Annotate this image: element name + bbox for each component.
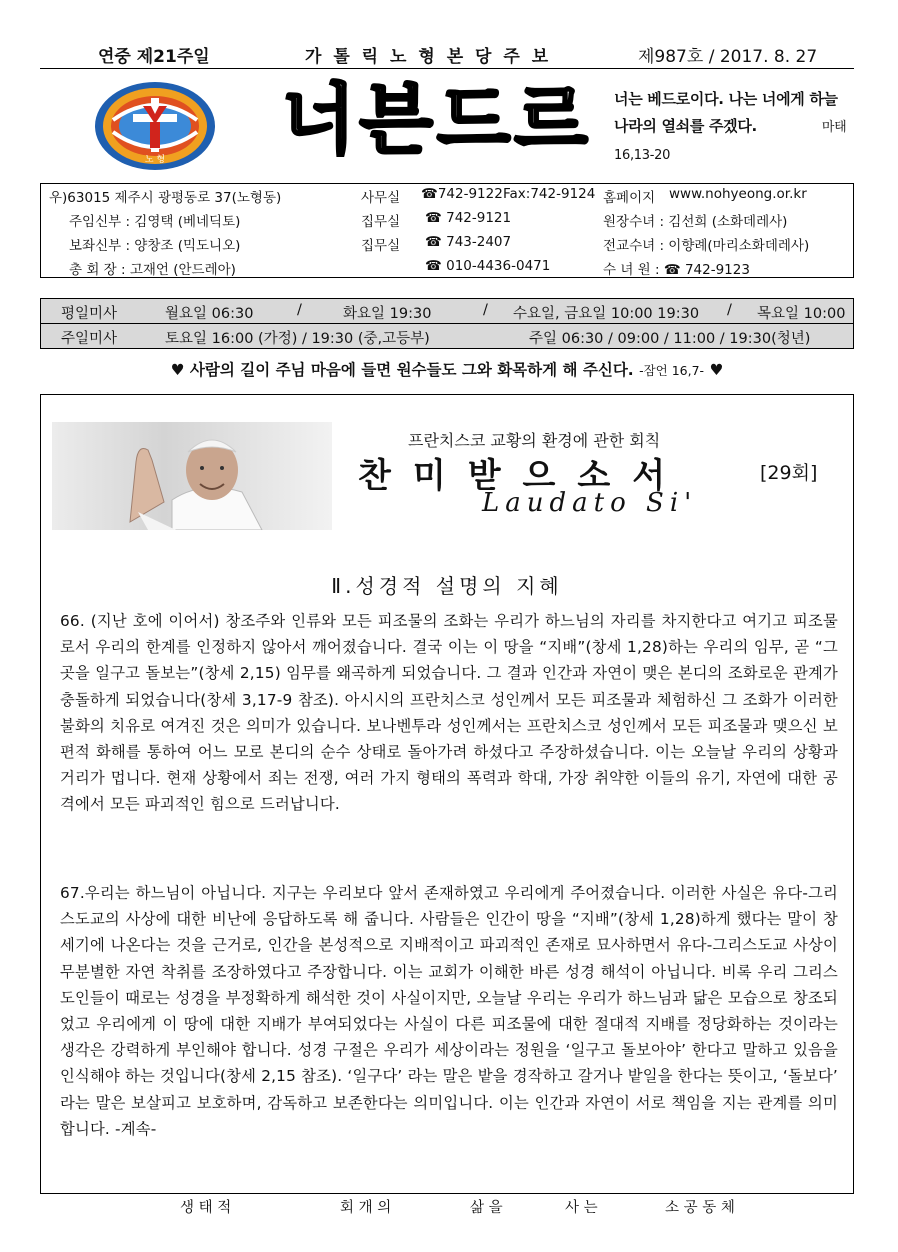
weekly-motto bbox=[40, 358, 854, 380]
contact-row-assistant bbox=[41, 232, 853, 254]
bulletin-name: 가 톨 릭 노 형 본 당 주 보 bbox=[305, 47, 552, 67]
mass-time: 화요일 19:30 bbox=[343, 306, 432, 322]
article-subtitle: 프란치스코 교황의 환경에 관한 회칙 bbox=[408, 431, 661, 450]
footer-word: 생 태 적 bbox=[180, 1200, 232, 1216]
weekday-mass-row bbox=[41, 299, 853, 324]
assistant-office-label: 집무실 bbox=[361, 238, 401, 254]
office-label: 사무실 bbox=[361, 190, 401, 206]
liturgical-day: 연중 제21주일 bbox=[98, 47, 210, 67]
superior-sister: 원장수녀 : 김선희 (소화데레사) bbox=[603, 214, 788, 230]
convent-phone: 수 녀 원 : ☎ 742-9123 bbox=[603, 262, 750, 278]
mission-sister: 전교수녀 : 이향례(마리소화데레사) bbox=[603, 238, 810, 254]
parish-logo-icon bbox=[93, 80, 217, 172]
pastor-office-phone: ☎ 742-9121 bbox=[425, 210, 512, 226]
assistant-office-phone: ☎ 743-2407 bbox=[425, 234, 512, 250]
mass-time: 주일 06:30 / 09:00 / 11:00 / 19:30(청년) bbox=[529, 331, 811, 347]
section-heading: Ⅱ.성경적 설명의 지혜 bbox=[331, 574, 563, 598]
sunday-mass-label: 주일미사 bbox=[61, 331, 118, 347]
gospel-quote bbox=[614, 86, 854, 169]
bulletin-masthead: 너븐드르 bbox=[282, 75, 592, 164]
separator: / bbox=[297, 302, 302, 318]
contact-row-address bbox=[41, 184, 853, 206]
mass-time: 월요일 06:30 bbox=[165, 306, 254, 322]
issue-number: 제987호 / 2017. 8. 27 bbox=[638, 47, 818, 67]
gospel-quote-ref: 마태 16,13-20 bbox=[614, 120, 847, 163]
president-phone: ☎ 010-4436-0471 bbox=[425, 258, 551, 274]
address: 우)63015 제주시 광평동로 37(노형동) bbox=[49, 190, 282, 206]
mass-time: 토요일 16:00 (가정) / 19:30 (중,고등부) bbox=[165, 331, 430, 347]
homepage-label: 홈페이지 bbox=[603, 190, 656, 206]
homepage-link[interactable]: www.nohyeong.or.kr bbox=[669, 186, 807, 202]
motto-text: 사람의 길이 주님 마음에 들면 원수들도 그와 화목하게 해 주신다. bbox=[189, 361, 634, 379]
heart-icon: ♥ bbox=[170, 361, 185, 379]
header-bar bbox=[40, 42, 854, 66]
article-latin-title: Laudato Si' bbox=[482, 488, 698, 518]
mass-schedule bbox=[40, 298, 854, 349]
pastor: 주임신부 : 김영택 (베네딕토) bbox=[69, 214, 241, 230]
mass-time: 목요일 10:00 bbox=[757, 306, 846, 322]
contact-row-president bbox=[41, 256, 853, 278]
contact-row-pastor bbox=[41, 208, 853, 230]
mass-time: 수요일, 금요일 10:00 19:30 bbox=[513, 306, 700, 322]
footer-word: 소 공 동 체 bbox=[665, 1200, 735, 1216]
gospel-quote-text: 너는 베드로이다. 나는 너에게 하늘 나라의 열쇠를 주겠다. bbox=[614, 90, 838, 135]
assistant-pastor: 보좌신부 : 양창조 (믹도니오) bbox=[69, 238, 241, 254]
motto-ref: -잠언 16,7- bbox=[639, 363, 705, 378]
weekday-mass-label: 평일미사 bbox=[61, 306, 118, 322]
header-divider bbox=[40, 68, 854, 69]
separator: / bbox=[727, 302, 732, 318]
office-phone: ☎742-9122 bbox=[421, 186, 503, 202]
separator: / bbox=[483, 302, 488, 318]
council-president: 총 회 장 : 고재언 (안드레아) bbox=[69, 262, 236, 278]
sunday-mass-row bbox=[41, 324, 853, 348]
pastor-office-label: 집무실 bbox=[361, 214, 401, 230]
article-title: 찬미받으소서 bbox=[358, 456, 688, 496]
paragraph-67: 67.우리는 하느님이 아닙니다. 지구는 우리보다 앞서 존재하였고 우리에게 주어졌습니다. 이러한 사실은 유다-그리스도교의 사상에 대한 비난에 응답하도록 해 줍니다. 사람들은 인간이 땅을 “지배”(창세 1,28)하게 했다는 말이 창세기에 나온다는 것을 근거로, 인간을 본성적으로 지배적이고 파괴적인 존재로 묘사하면서 유다-그리스도교 사상이 무분별한 자연 착취를 조장하였다고 주장합니다. 이는 교회가 이해한 바른 성경 해석이 아닙니다. 비록 우리 그리스도인들이 때로는 성경을 부정확하게 해석한 것이 사실이지만, 오늘날 우리는 우리가 하느님과 닮은 모습으로 창조되었고 우리에게 이 땅에 대한 지배가 부여되었다는 사실이 다른 피조물에 대한 절대적 지배를 정당화하는 것이라는 생각은 강력하게 부인해야 합니다. 성경 구절은 우리가 세상이라는 정원을 ‘일구고 돌보아야’ 한다고 말하고 있음을 인식해야 하는 것입니다(창세 2,15 참조). ‘일구다’ 라는 말은 밭을 경작하고 갈거나 밭일을 한다는 뜻이고, ‘돌보다’ 라는 말은 보살피고 보호하며, 감독하고 보존한다는 의미입니다. 이는 인간과 자연이 서로 책임을 지는 관계를 의미합니다. -계속- bbox=[60, 884, 838, 1138]
svg-text:노 형: 노 형 bbox=[144, 155, 166, 165]
fax-number: Fax:742-9124 bbox=[503, 186, 596, 202]
footer-word: 회 개 의 bbox=[340, 1200, 392, 1216]
article-episode: [29회] bbox=[760, 462, 818, 484]
contact-table bbox=[40, 183, 854, 278]
footer-word: 삶 을 bbox=[470, 1200, 503, 1216]
heart-icon: ♥ bbox=[709, 361, 724, 379]
pope-photo bbox=[52, 422, 332, 530]
paragraph-66: 66. (지난 호에 이어서) 창조주와 인류와 모든 피조물의 조화는 우리가 하느님의 자리를 차지한다고 여기고 피조물로서 우리의 한계를 인정하지 않아서 깨어졌습니다. 결국 이는 이 땅을 “지배”(창세 1,28)하는 우리의 임무, 곧 “그곳을 일구고 돌보는”(창세 2,15) 임무를 왜곡하게 되었습니다. 그 결과 인간과 자연이 맺은 본디의 조화로운 관계가 충돌하게 되었습니다(창세 3,17-9 참조). 아시시의 프란치스코 성인께서 모든 피조물과 체험하신 그 조화가 이러한 불화의 치유로 여겨진 것은 의미가 있습니다. 보나벤투라 성인께서는 프란치스코 성인께서 모든 피조물과 맺으신 보편적 화해를 통하여 어느 모로 본디의 순수 상태로 돌아가려 하셨다고 주장하셨습니다. 이는 오늘날 우리의 상황과 거리가 멉니다. 현재 상황에서 죄는 전쟁, 여러 가지 형태의 폭력과 학대, 가장 취약한 이들의 유기, 자연에 대한 공격에서 모든 파괴적인 힘으로 드러납니다. bbox=[60, 612, 838, 814]
footer-word: 사 는 bbox=[565, 1200, 598, 1216]
